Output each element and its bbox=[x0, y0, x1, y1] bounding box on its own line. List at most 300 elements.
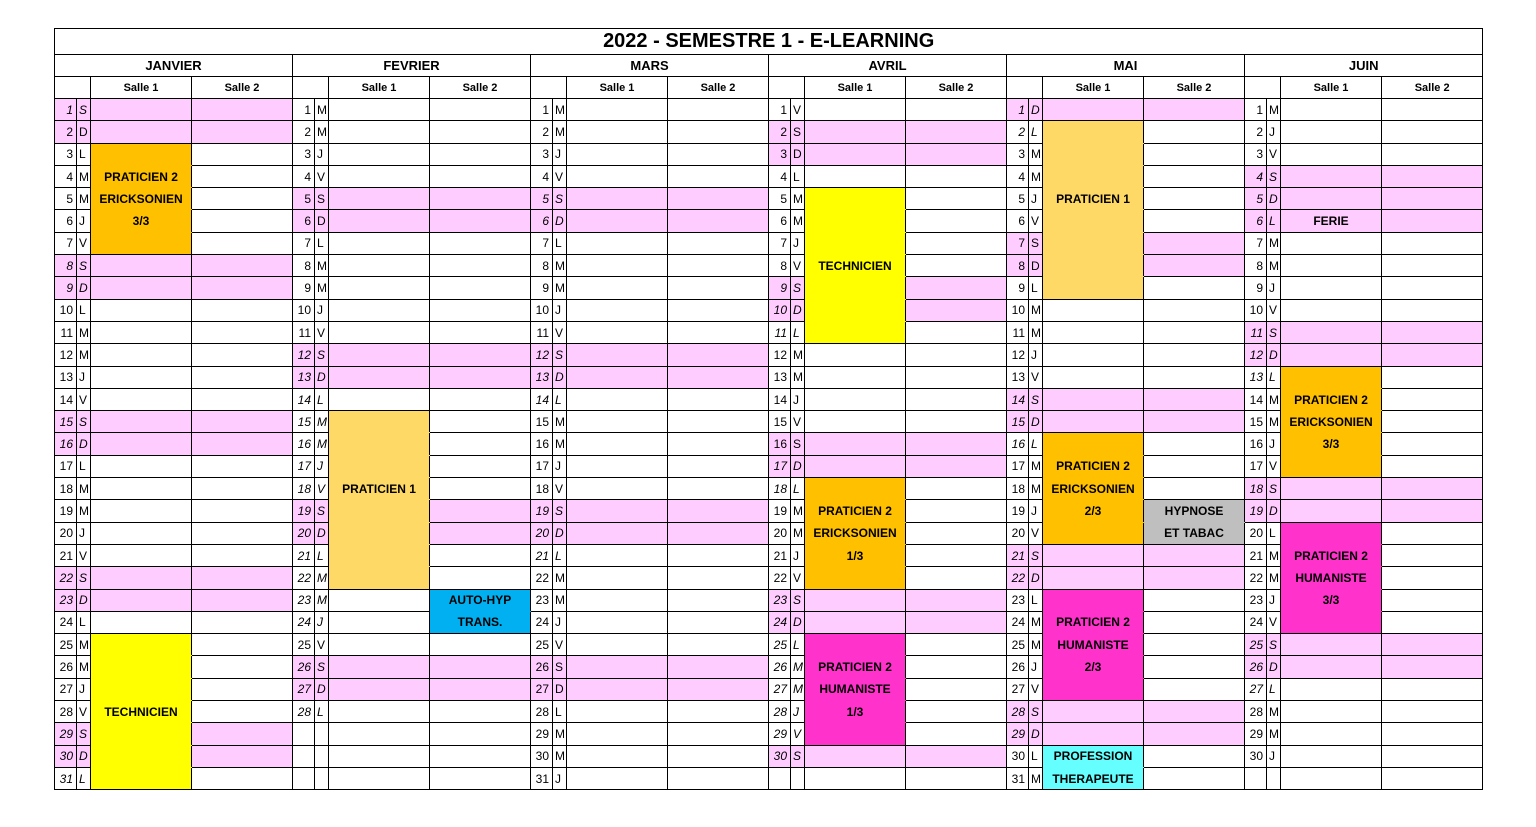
salle-2-cell bbox=[668, 723, 769, 745]
salle-1-cell bbox=[91, 121, 192, 143]
salle-1-cell bbox=[1043, 232, 1144, 254]
day-letter: L bbox=[315, 544, 329, 566]
day-letter: V bbox=[1029, 678, 1043, 700]
salle-1-cell bbox=[329, 433, 430, 455]
day-letter: D bbox=[553, 522, 567, 544]
day-row bbox=[55, 232, 1483, 254]
salle-2-cell bbox=[906, 366, 1007, 388]
day-letter: V bbox=[1029, 366, 1043, 388]
day-letter: J bbox=[1267, 433, 1281, 455]
salle-2-cell bbox=[906, 634, 1007, 656]
day-letter: M bbox=[791, 210, 805, 232]
salle-1-cell bbox=[567, 767, 668, 789]
day-letter: J bbox=[1029, 188, 1043, 210]
salle-2-cell bbox=[906, 455, 1007, 477]
day-number: 23 bbox=[1007, 589, 1029, 611]
day-letter: D bbox=[77, 277, 91, 299]
salle-2-cell bbox=[668, 121, 769, 143]
salle-1-cell bbox=[1281, 745, 1382, 767]
day-letter: D bbox=[1267, 344, 1281, 366]
day-number: 10 bbox=[1245, 299, 1267, 321]
salle-1-cell bbox=[805, 478, 906, 500]
day-number: 13 bbox=[531, 366, 553, 388]
salle-1-cell bbox=[805, 455, 906, 477]
day-letter: V bbox=[553, 321, 567, 343]
day-letter: S bbox=[1267, 634, 1281, 656]
room-label: Salle 1 bbox=[1043, 77, 1144, 99]
event-label: HUMANISTE bbox=[1043, 634, 1144, 656]
salle-2-cell bbox=[668, 589, 769, 611]
day-number: 4 bbox=[55, 165, 77, 187]
day-letter: L bbox=[1029, 121, 1043, 143]
day-number: 24 bbox=[55, 611, 77, 633]
salle-2-cell bbox=[1144, 121, 1245, 143]
salle-1-cell bbox=[805, 411, 906, 433]
day-letter: D bbox=[315, 366, 329, 388]
salle-2-cell bbox=[192, 544, 293, 566]
salle-2-cell bbox=[430, 478, 531, 500]
salle-1-cell bbox=[1281, 299, 1382, 321]
salle-1-cell bbox=[91, 388, 192, 410]
day-letter: M bbox=[1267, 99, 1281, 121]
day-number: 31 bbox=[55, 767, 77, 789]
salle-2-cell bbox=[906, 433, 1007, 455]
salle-2-cell bbox=[1382, 589, 1483, 611]
day-number: 7 bbox=[55, 232, 77, 254]
day-number: 27 bbox=[1245, 678, 1267, 700]
day-letter: M bbox=[77, 634, 91, 656]
salle-1-cell bbox=[567, 522, 668, 544]
day-letter: J bbox=[791, 701, 805, 723]
day-number: 24 bbox=[1245, 611, 1267, 633]
salle-1-cell bbox=[329, 299, 430, 321]
room-label: Salle 1 bbox=[329, 77, 430, 99]
day-letter: D bbox=[1029, 411, 1043, 433]
salle-2-cell bbox=[430, 701, 531, 723]
salle-2-cell bbox=[192, 611, 293, 633]
day-letter bbox=[1267, 767, 1281, 789]
salle-2-cell bbox=[906, 723, 1007, 745]
day-letter: M bbox=[553, 99, 567, 121]
salle-2-cell bbox=[1382, 701, 1483, 723]
salle-1-cell bbox=[91, 544, 192, 566]
salle-2-cell bbox=[1144, 143, 1245, 165]
day-letter: V bbox=[315, 478, 329, 500]
day-letter: V bbox=[1029, 210, 1043, 232]
salle-2-cell bbox=[906, 544, 1007, 566]
salle-2-cell bbox=[906, 522, 1007, 544]
salle-2-cell bbox=[192, 255, 293, 277]
day-number: 2 bbox=[1245, 121, 1267, 143]
day-number: 4 bbox=[769, 165, 791, 187]
day-letter: M bbox=[1029, 299, 1043, 321]
salle-1-cell bbox=[1043, 299, 1144, 321]
day-letter: M bbox=[553, 567, 567, 589]
day-number: 22 bbox=[1007, 567, 1029, 589]
room-label: Salle 2 bbox=[430, 77, 531, 99]
day-letter: D bbox=[553, 210, 567, 232]
salle-1-cell bbox=[91, 500, 192, 522]
day-letter: J bbox=[791, 388, 805, 410]
salle-1-cell bbox=[91, 321, 192, 343]
salle-2-cell bbox=[1382, 411, 1483, 433]
day-letter: L bbox=[553, 701, 567, 723]
salle-1-cell bbox=[329, 678, 430, 700]
salle-1-cell bbox=[805, 388, 906, 410]
day-number: 12 bbox=[1245, 344, 1267, 366]
room-label: Salle 2 bbox=[192, 77, 293, 99]
day-number: 11 bbox=[55, 321, 77, 343]
salle-1-cell bbox=[805, 143, 906, 165]
day-letter: J bbox=[791, 232, 805, 254]
event-label: TRANS. bbox=[430, 611, 531, 633]
semester-calendar bbox=[54, 28, 1483, 790]
day-number: 14 bbox=[55, 388, 77, 410]
salle-2-cell bbox=[906, 165, 1007, 187]
day-number: 22 bbox=[293, 567, 315, 589]
day-number: 8 bbox=[769, 255, 791, 277]
salle-1-cell bbox=[1281, 611, 1382, 633]
day-letter: M bbox=[77, 165, 91, 187]
day-letter: D bbox=[1029, 99, 1043, 121]
day-number: 20 bbox=[1245, 522, 1267, 544]
day-letter: J bbox=[553, 455, 567, 477]
day-number: 17 bbox=[55, 455, 77, 477]
salle-2-cell bbox=[906, 321, 1007, 343]
month-name: AVRIL bbox=[769, 55, 1007, 77]
day-letter: S bbox=[77, 255, 91, 277]
day-letter: J bbox=[77, 678, 91, 700]
day-number: 1 bbox=[293, 99, 315, 121]
salle-1-cell bbox=[567, 544, 668, 566]
day-letter: J bbox=[77, 210, 91, 232]
day-number: 19 bbox=[531, 500, 553, 522]
day-number: 2 bbox=[531, 121, 553, 143]
salle-1-cell bbox=[567, 634, 668, 656]
day-number: 17 bbox=[1007, 455, 1029, 477]
salle-2-cell bbox=[430, 455, 531, 477]
event-label: HYPNOSE bbox=[1144, 500, 1245, 522]
salle-1-cell bbox=[1043, 433, 1144, 455]
day-letter: M bbox=[1029, 321, 1043, 343]
day-number: 3 bbox=[293, 143, 315, 165]
salle-2-cell bbox=[668, 567, 769, 589]
day-number: 11 bbox=[531, 321, 553, 343]
day-number: 25 bbox=[769, 634, 791, 656]
salle-2-cell bbox=[1382, 433, 1483, 455]
salle-2-cell bbox=[192, 455, 293, 477]
day-letter bbox=[315, 767, 329, 789]
salle-2-cell bbox=[668, 188, 769, 210]
day-number: 7 bbox=[769, 232, 791, 254]
salle-1-cell bbox=[805, 99, 906, 121]
salle-1-cell bbox=[329, 321, 430, 343]
day-number: 8 bbox=[1245, 255, 1267, 277]
day-letter: J bbox=[77, 522, 91, 544]
day-number: 29 bbox=[1245, 723, 1267, 745]
salle-1-cell bbox=[567, 567, 668, 589]
salle-1-cell bbox=[91, 567, 192, 589]
salle-2-cell bbox=[1144, 455, 1245, 477]
day-letter: S bbox=[791, 745, 805, 767]
day-letter: S bbox=[77, 99, 91, 121]
salle-1-cell bbox=[1281, 344, 1382, 366]
day-number: 18 bbox=[293, 478, 315, 500]
salle-2-cell bbox=[906, 232, 1007, 254]
day-letter: D bbox=[315, 210, 329, 232]
room-label: Salle 2 bbox=[668, 77, 769, 99]
salle-1-cell bbox=[329, 277, 430, 299]
salle-1-cell bbox=[1281, 478, 1382, 500]
day-number: 22 bbox=[1245, 567, 1267, 589]
salle-2-cell bbox=[1144, 723, 1245, 745]
month-name: JANVIER bbox=[55, 55, 293, 77]
day-number: 19 bbox=[1007, 500, 1029, 522]
salle-2-cell bbox=[430, 165, 531, 187]
day-letter: D bbox=[1029, 255, 1043, 277]
day-letter: M bbox=[315, 567, 329, 589]
day-number: 18 bbox=[769, 478, 791, 500]
salle-1-cell bbox=[567, 165, 668, 187]
day-number: 1 bbox=[1245, 99, 1267, 121]
day-number: 12 bbox=[769, 344, 791, 366]
day-letter: M bbox=[77, 500, 91, 522]
day-number: 16 bbox=[55, 433, 77, 455]
day-number: 30 bbox=[55, 745, 77, 767]
day-letter: V bbox=[791, 255, 805, 277]
salle-1-cell bbox=[91, 344, 192, 366]
salle-1-cell bbox=[329, 522, 430, 544]
day-header-blank bbox=[293, 77, 329, 99]
day-letter: V bbox=[77, 388, 91, 410]
salle-1-cell bbox=[1043, 544, 1144, 566]
day-number: 15 bbox=[531, 411, 553, 433]
day-row bbox=[55, 99, 1483, 121]
day-number: 30 bbox=[531, 745, 553, 767]
day-letter: M bbox=[77, 188, 91, 210]
day-letter: L bbox=[315, 388, 329, 410]
salle-2-cell bbox=[192, 366, 293, 388]
salle-2-cell bbox=[192, 388, 293, 410]
day-letter: M bbox=[1029, 767, 1043, 789]
salle-2-cell bbox=[1144, 366, 1245, 388]
day-letter: M bbox=[1267, 411, 1281, 433]
salle-2-cell bbox=[1144, 255, 1245, 277]
day-header-blank bbox=[531, 77, 567, 99]
day-letter: M bbox=[1267, 388, 1281, 410]
room-label: Salle 1 bbox=[567, 77, 668, 99]
salle-1-cell bbox=[1281, 165, 1382, 187]
event-label: PRATICIEN 2 bbox=[91, 165, 192, 187]
day-letter: S bbox=[791, 277, 805, 299]
salle-2-cell bbox=[1382, 455, 1483, 477]
day-number: 10 bbox=[55, 299, 77, 321]
day-row bbox=[55, 767, 1483, 789]
salle-1-cell bbox=[91, 433, 192, 455]
day-row bbox=[55, 656, 1483, 678]
day-number: 26 bbox=[293, 656, 315, 678]
day-letter: S bbox=[1267, 165, 1281, 187]
event-label: PRATICIEN 2 bbox=[1281, 544, 1382, 566]
salle-2-cell bbox=[430, 745, 531, 767]
salle-1-cell bbox=[567, 188, 668, 210]
day-letter: J bbox=[1267, 121, 1281, 143]
day-letter: J bbox=[791, 544, 805, 566]
day-row bbox=[55, 210, 1483, 232]
salle-2-cell bbox=[192, 121, 293, 143]
day-number: 12 bbox=[55, 344, 77, 366]
salle-1-cell bbox=[329, 99, 430, 121]
salle-2-cell bbox=[430, 321, 531, 343]
day-number: 15 bbox=[1007, 411, 1029, 433]
day-letter: D bbox=[1029, 567, 1043, 589]
day-row bbox=[55, 121, 1483, 143]
day-number: 21 bbox=[1007, 544, 1029, 566]
salle-2-cell bbox=[906, 411, 1007, 433]
day-letter: L bbox=[791, 165, 805, 187]
salle-1-cell bbox=[1043, 321, 1144, 343]
salle-2-cell bbox=[668, 544, 769, 566]
day-row bbox=[55, 544, 1483, 566]
salle-2-cell bbox=[906, 121, 1007, 143]
day-number: 14 bbox=[769, 388, 791, 410]
day-number: 3 bbox=[1007, 143, 1029, 165]
event-label: 3/3 bbox=[1281, 433, 1382, 455]
salle-2-cell bbox=[430, 411, 531, 433]
salle-1-cell bbox=[805, 210, 906, 232]
salle-2-cell bbox=[668, 99, 769, 121]
day-number: 5 bbox=[1245, 188, 1267, 210]
salle-2-cell bbox=[668, 500, 769, 522]
day-number: 3 bbox=[55, 143, 77, 165]
event-label: 2/3 bbox=[1043, 656, 1144, 678]
salle-1-cell bbox=[329, 544, 430, 566]
day-letter: V bbox=[1267, 299, 1281, 321]
day-letter: V bbox=[553, 634, 567, 656]
salle-1-cell bbox=[91, 723, 192, 745]
day-letter: S bbox=[1029, 701, 1043, 723]
salle-1-cell bbox=[329, 701, 430, 723]
day-letter: L bbox=[553, 232, 567, 254]
salle-2-cell bbox=[906, 701, 1007, 723]
day-header-blank bbox=[55, 77, 91, 99]
day-number: 1 bbox=[55, 99, 77, 121]
day-row bbox=[55, 701, 1483, 723]
day-number: 16 bbox=[1245, 433, 1267, 455]
day-number: 19 bbox=[55, 500, 77, 522]
salle-1-cell bbox=[329, 767, 430, 789]
event-label: PROFESSION bbox=[1043, 745, 1144, 767]
day-number: 4 bbox=[531, 165, 553, 187]
day-letter: D bbox=[77, 745, 91, 767]
salle-1-cell bbox=[805, 321, 906, 343]
salle-2-cell bbox=[430, 366, 531, 388]
day-number: 28 bbox=[1245, 701, 1267, 723]
day-number: 12 bbox=[1007, 344, 1029, 366]
salle-1-cell bbox=[805, 277, 906, 299]
salle-2-cell bbox=[1382, 255, 1483, 277]
salle-2-cell bbox=[192, 500, 293, 522]
salle-1-cell bbox=[805, 589, 906, 611]
day-number: 4 bbox=[1245, 165, 1267, 187]
day-letter: J bbox=[1029, 500, 1043, 522]
salle-2-cell bbox=[1382, 500, 1483, 522]
day-letter: M bbox=[791, 500, 805, 522]
day-number: 28 bbox=[293, 701, 315, 723]
day-number: 16 bbox=[769, 433, 791, 455]
salle-1-cell bbox=[567, 344, 668, 366]
day-letter: J bbox=[315, 455, 329, 477]
day-number: 6 bbox=[531, 210, 553, 232]
day-number: 27 bbox=[1007, 678, 1029, 700]
day-letter: L bbox=[553, 544, 567, 566]
day-row bbox=[55, 388, 1483, 410]
day-letter: D bbox=[315, 678, 329, 700]
salle-2-cell bbox=[192, 232, 293, 254]
day-letter: J bbox=[553, 299, 567, 321]
salle-2-cell bbox=[430, 299, 531, 321]
salle-2-cell bbox=[1382, 478, 1483, 500]
salle-1-cell bbox=[567, 388, 668, 410]
event-label: 3/3 bbox=[91, 210, 192, 232]
salle-2-cell bbox=[668, 255, 769, 277]
day-letter: J bbox=[1267, 277, 1281, 299]
day-letter: M bbox=[315, 99, 329, 121]
day-number: 15 bbox=[769, 411, 791, 433]
day-letter: S bbox=[77, 567, 91, 589]
salle-1-cell bbox=[567, 589, 668, 611]
salle-1-cell bbox=[1281, 634, 1382, 656]
salle-2-cell bbox=[668, 701, 769, 723]
salle-2-cell bbox=[906, 188, 1007, 210]
salle-1-cell bbox=[805, 745, 906, 767]
day-number: 9 bbox=[769, 277, 791, 299]
day-letter: M bbox=[1267, 723, 1281, 745]
day-letter: M bbox=[553, 277, 567, 299]
day-number: 25 bbox=[1007, 634, 1029, 656]
day-number: 1 bbox=[769, 99, 791, 121]
salle-2-cell bbox=[1382, 277, 1483, 299]
day-number bbox=[1245, 767, 1267, 789]
salle-1-cell bbox=[805, 366, 906, 388]
salle-1-cell bbox=[1281, 366, 1382, 388]
salle-2-cell bbox=[1382, 544, 1483, 566]
day-number: 18 bbox=[1245, 478, 1267, 500]
day-letter: L bbox=[1029, 589, 1043, 611]
salle-2-cell bbox=[1382, 366, 1483, 388]
day-letter: L bbox=[791, 478, 805, 500]
day-letter: S bbox=[77, 723, 91, 745]
salle-2-cell bbox=[1382, 321, 1483, 343]
day-number: 24 bbox=[293, 611, 315, 633]
salle-2-cell bbox=[1144, 745, 1245, 767]
salle-1-cell bbox=[329, 232, 430, 254]
day-number: 7 bbox=[531, 232, 553, 254]
day-number: 5 bbox=[769, 188, 791, 210]
day-number: 3 bbox=[1245, 143, 1267, 165]
day-letter: L bbox=[77, 143, 91, 165]
day-letter: L bbox=[791, 321, 805, 343]
day-letter: M bbox=[791, 366, 805, 388]
day-number: 25 bbox=[55, 634, 77, 656]
day-letter: M bbox=[77, 478, 91, 500]
salle-1-cell bbox=[91, 656, 192, 678]
salle-2-cell bbox=[906, 567, 1007, 589]
salle-2-cell bbox=[668, 321, 769, 343]
day-number: 28 bbox=[55, 701, 77, 723]
salle-2-cell bbox=[430, 723, 531, 745]
day-number: 14 bbox=[531, 388, 553, 410]
